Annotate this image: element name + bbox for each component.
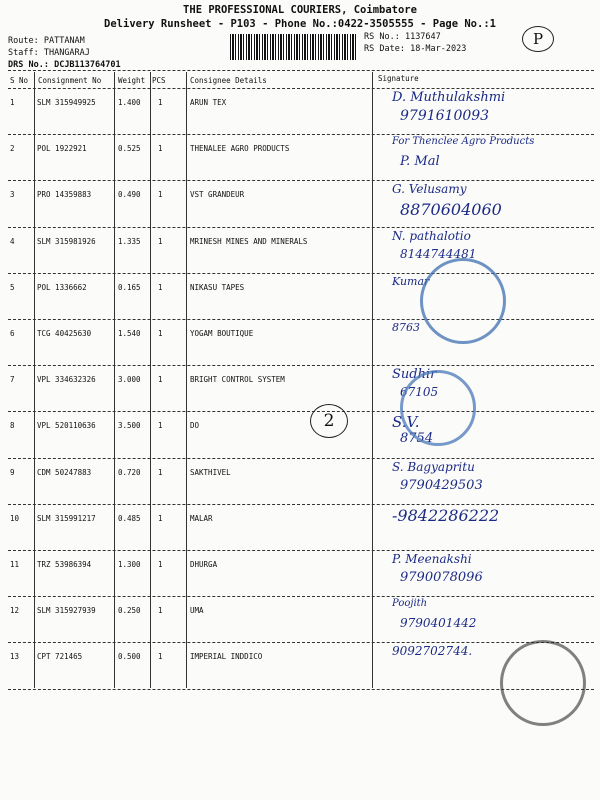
row-pcs: 1 bbox=[158, 236, 163, 246]
row-consignee: MALAR bbox=[190, 513, 213, 523]
row-pcs: 1 bbox=[158, 375, 163, 385]
row-consignment: PRO 14359883 bbox=[37, 190, 92, 200]
signature-line-2: 9791610093 bbox=[400, 108, 490, 124]
row-sno: 8 bbox=[10, 421, 15, 431]
barcode bbox=[230, 34, 358, 60]
row-separator bbox=[8, 596, 594, 597]
runsheet-subtitle: Delivery Runsheet - P103 - Phone No.:0422-3505555 - Page No.:1 bbox=[104, 18, 496, 30]
row-sno: 1 bbox=[10, 98, 15, 107]
row-consignee: MRINESH MINES AND MINERALS bbox=[190, 236, 308, 246]
signature-line-2: P. Mal bbox=[400, 154, 440, 170]
row-separator bbox=[8, 458, 594, 459]
row-consignment: TCG 40425630 bbox=[37, 329, 92, 338]
col-signature: Signature bbox=[378, 74, 419, 83]
row-consignee: SAKTHIVEL bbox=[190, 467, 231, 477]
header-rule-top bbox=[8, 70, 594, 71]
rs-date-value: 18-Mar-2023 bbox=[410, 44, 467, 54]
row-consignee: BRIGHT CONTROL SYSTEM bbox=[190, 375, 285, 385]
row-weight: 0.250 bbox=[118, 606, 141, 616]
row-sno: 3 bbox=[10, 190, 15, 200]
row-weight: 0.525 bbox=[118, 144, 141, 154]
row-consignee: UMA bbox=[190, 606, 204, 616]
row-pcs: 1 bbox=[158, 98, 163, 107]
drs-line bbox=[8, 60, 121, 70]
row-sno: 9 bbox=[10, 467, 15, 477]
row-consignee: THENALEE AGRO PRODUCTS bbox=[190, 144, 290, 154]
signature-line-2: 9790429503 bbox=[400, 477, 483, 493]
signature-line-1: Sudhir bbox=[392, 367, 437, 383]
signature-line-2: 8870604060 bbox=[400, 200, 502, 220]
signature-line-2: 8144744481 bbox=[400, 246, 477, 261]
row-sno: 10 bbox=[10, 513, 20, 523]
row-separator bbox=[8, 319, 594, 320]
row-separator bbox=[8, 134, 594, 135]
row-consignment: CDM 50247883 bbox=[37, 467, 92, 477]
row-consignment: CPT 721465 bbox=[37, 652, 83, 662]
row-consignment: TRZ 53986394 bbox=[37, 560, 92, 569]
row-pcs: 1 bbox=[158, 513, 163, 523]
row-consignee: IMPERIAL INDDICO bbox=[190, 652, 263, 662]
row-pcs: 1 bbox=[158, 560, 163, 569]
company-title: THE PROFESSIONAL COURIERS, Coimbatore bbox=[183, 4, 417, 16]
company-stamp-upper bbox=[420, 258, 506, 344]
company-stamp-middle bbox=[400, 370, 476, 446]
row-consignee: VST GRANDEUR bbox=[190, 190, 245, 200]
row-pcs: 1 bbox=[158, 282, 163, 292]
row-separator bbox=[8, 504, 594, 505]
rs-no-value: 1137647 bbox=[404, 32, 441, 42]
circled-number-mark: 2 bbox=[310, 404, 348, 438]
row-pcs: 1 bbox=[158, 190, 163, 200]
row-separator bbox=[8, 642, 594, 643]
row-weight: 0.720 bbox=[118, 467, 141, 477]
signature-line-1: S.V. bbox=[392, 413, 420, 432]
signature-line-1: Poojith bbox=[392, 598, 428, 610]
route-label: Route: bbox=[8, 36, 39, 46]
row-sno: 5 bbox=[10, 282, 15, 292]
signature-line-2: 9790401442 bbox=[400, 616, 477, 631]
row-weight: 1.540 bbox=[118, 329, 141, 338]
row-pcs: 1 bbox=[158, 329, 163, 338]
row-sno: 7 bbox=[10, 375, 15, 385]
signature-line-2: 8754 bbox=[400, 431, 434, 447]
row-weight: 1.335 bbox=[118, 236, 141, 246]
row-sno: 4 bbox=[10, 236, 15, 246]
row-sno: 2 bbox=[10, 144, 15, 154]
drs-value: DCJB113764701 bbox=[54, 60, 121, 70]
row-weight: 3.000 bbox=[118, 375, 141, 385]
signature-line-1: P. Meenakshi bbox=[392, 552, 472, 566]
route-line bbox=[8, 36, 85, 46]
signature-line-2: 9790078096 bbox=[400, 570, 483, 585]
row-sno: 11 bbox=[10, 560, 20, 569]
row-consignee: YOGAM BOUTIQUE bbox=[190, 329, 254, 338]
signature-line-1: For Thenclee Agro Products bbox=[392, 136, 535, 148]
row-separator bbox=[8, 550, 594, 551]
staff-value: THANGARAJ bbox=[43, 48, 90, 58]
row-weight: 0.485 bbox=[118, 513, 141, 523]
row-consignment: POL 1336662 bbox=[37, 282, 87, 292]
signature-line-1: -9842286222 bbox=[392, 505, 500, 525]
row-consignment: POL 1922921 bbox=[37, 144, 87, 154]
signature-line-1: N. pathalotio bbox=[392, 228, 471, 243]
row-pcs: 1 bbox=[158, 421, 163, 431]
row-consignment: SLM 315949925 bbox=[37, 98, 96, 107]
row-sno: 12 bbox=[10, 606, 20, 616]
rs-date-label: RS Date: bbox=[364, 44, 405, 54]
rs-no-line bbox=[364, 32, 441, 42]
signature-line-1: Kumar bbox=[392, 274, 430, 288]
row-consignment: SLM 315927939 bbox=[37, 606, 96, 616]
route-value: PATTANAM bbox=[43, 36, 85, 46]
row-consignee: ARUN TEX bbox=[190, 98, 227, 107]
circled-letter-mark: P bbox=[522, 26, 554, 52]
row-consignment: VPL 334632326 bbox=[37, 375, 96, 385]
signature-line-1: 8763 bbox=[392, 321, 420, 334]
row-weight: 0.500 bbox=[118, 652, 141, 662]
col-weight: Weight bbox=[118, 76, 146, 85]
row-pcs: 1 bbox=[158, 652, 163, 662]
row-pcs: 1 bbox=[158, 606, 163, 616]
signature-line-1: 9092702744. bbox=[392, 644, 473, 659]
row-consignment: VPL 520110636 bbox=[37, 421, 96, 431]
row-separator bbox=[8, 227, 594, 228]
row-consignment: SLM 315991217 bbox=[37, 513, 96, 523]
row-sno: 6 bbox=[10, 329, 15, 338]
col-consignment: Consignment No bbox=[38, 76, 102, 85]
row-consignee: DHURGA bbox=[190, 560, 218, 569]
signature-line-1: G. Velusamy bbox=[392, 182, 467, 197]
staff-line bbox=[8, 48, 90, 58]
row-separator bbox=[8, 180, 594, 181]
row-weight: 0.165 bbox=[118, 282, 141, 292]
imperial-stamp bbox=[500, 640, 586, 726]
drs-label: DRS No.: bbox=[8, 60, 49, 70]
row-separator bbox=[8, 365, 594, 366]
row-weight: 3.500 bbox=[118, 421, 141, 431]
row-separator bbox=[8, 273, 594, 274]
row-pcs: 1 bbox=[158, 467, 163, 477]
row-consignee: DO bbox=[190, 421, 200, 431]
row-weight: 1.300 bbox=[118, 560, 141, 569]
row-weight: 0.490 bbox=[118, 190, 141, 200]
row-pcs: 1 bbox=[158, 144, 163, 154]
signature-line-1: D. Muthulakshmi bbox=[392, 90, 506, 105]
signature-line-2: 67105 bbox=[400, 385, 439, 400]
signature-line-1: S. Bagyapritu bbox=[392, 459, 475, 474]
rs-no-label: RS No.: bbox=[364, 32, 400, 42]
staff-label: Staff: bbox=[8, 48, 39, 58]
row-consignment: SLM 315981926 bbox=[37, 236, 96, 246]
row-separator bbox=[8, 411, 594, 412]
col-sno: S No bbox=[10, 76, 29, 85]
row-sno: 13 bbox=[10, 652, 20, 662]
row-consignee: NIKASU TAPES bbox=[190, 282, 245, 292]
col-consignee: Consignee Details bbox=[190, 76, 267, 85]
header-rule-bottom bbox=[8, 88, 594, 89]
row-weight: 1.400 bbox=[118, 98, 141, 107]
rs-date-line bbox=[364, 44, 466, 54]
col-pcs: PCS bbox=[152, 76, 166, 85]
